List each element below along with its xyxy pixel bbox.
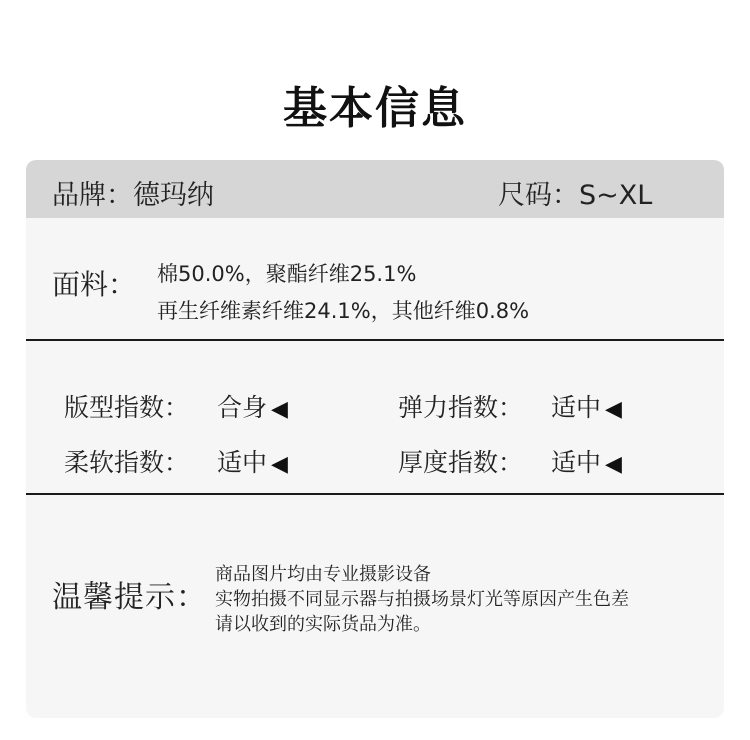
left-arrow-icon: ◀ (271, 397, 288, 422)
elasticity-index-value: 适中 (551, 393, 602, 422)
info-card (26, 160, 724, 718)
elasticity-index-label: 弹力指数： (398, 393, 524, 422)
left-arrow-icon: ◀ (605, 452, 622, 477)
fit-index-value: 合身 (217, 393, 268, 422)
left-arrow-icon: ◀ (271, 452, 288, 477)
notice-line: 商品图片均由专业摄影设备 (215, 564, 431, 585)
size-label: 尺码： (498, 180, 579, 211)
fit-index (64, 388, 288, 424)
brand-value: 德玛纳 (133, 180, 214, 211)
fabric-label: 面料： (52, 268, 137, 301)
fabric-line: 棉50.0%，聚酯纤维25.1% (157, 262, 417, 286)
brand-field (52, 173, 214, 212)
elasticity-index (398, 388, 622, 424)
softness-index-label: 柔软指数： (64, 448, 190, 477)
left-arrow-icon: ◀ (605, 397, 622, 422)
softness-index-value: 适中 (217, 448, 268, 477)
softness-index (64, 443, 288, 479)
fabric-line: 再生纤维素纤维24.1%，其他纤维0.8% (157, 299, 530, 323)
page-title: 基本信息 (283, 83, 467, 134)
thickness-index-label: 厚度指数： (398, 448, 524, 477)
notice-line: 实物拍摄不同显示器与拍摄场景灯光等原因产生色差 (215, 589, 629, 610)
header-band (26, 160, 724, 218)
section-divider (26, 493, 724, 495)
thickness-index-value: 适中 (551, 448, 602, 477)
brand-label: 品牌： (52, 180, 133, 211)
size-field (498, 173, 652, 212)
notice-line: 请以收到的实际货品为准。 (215, 614, 431, 635)
section-divider (26, 339, 724, 341)
size-value: S~XL (579, 180, 653, 211)
thickness-index (398, 443, 622, 479)
fit-index-label: 版型指数： (64, 393, 190, 422)
notice-label: 温馨提示： (52, 580, 207, 615)
